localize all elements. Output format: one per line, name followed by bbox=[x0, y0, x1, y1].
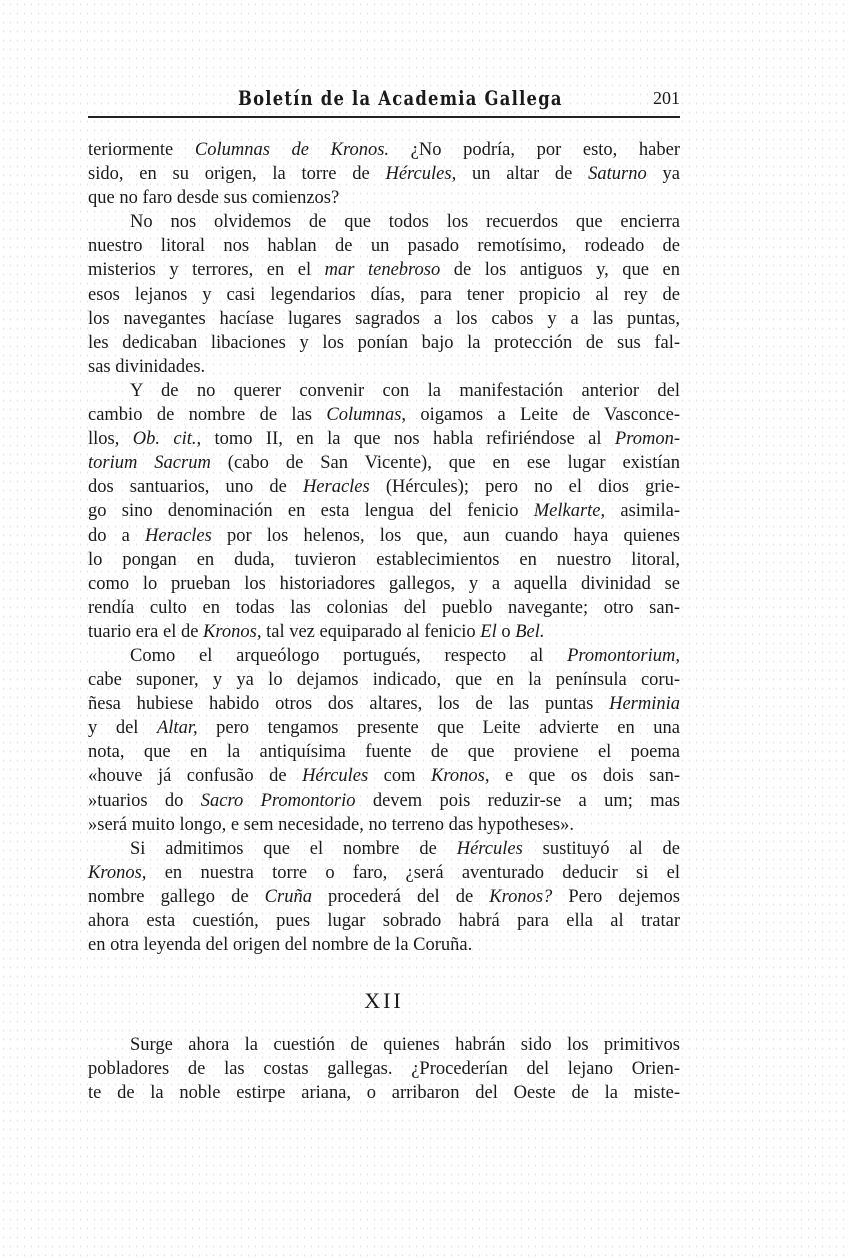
text-line bbox=[88, 186, 680, 210]
text-run: rendía culto en todas las colonias del pueblo navegante; otro san- bbox=[88, 597, 680, 618]
text-line bbox=[88, 1034, 680, 1058]
page-number: 201 bbox=[653, 88, 680, 108]
text-line bbox=[88, 403, 680, 427]
italic-text: Melkarte, bbox=[533, 501, 606, 522]
text-run: nuestro litoral nos hablan de un pasado remotísimo, rodeado de bbox=[88, 236, 680, 257]
text-line bbox=[88, 596, 680, 620]
italic-text: Kronos, bbox=[203, 621, 262, 642]
italic-text: Heracles bbox=[302, 477, 370, 498]
text-line bbox=[88, 644, 680, 668]
text-run: por los helenos, los que, aun cuando haya quienes bbox=[211, 525, 680, 546]
text-run: »será muito longo, e sem necesidade, no terreno das hypotheses». bbox=[88, 814, 575, 835]
text-line bbox=[88, 789, 680, 813]
text-run: pero tengamos presente que Leite advierte en una bbox=[197, 718, 680, 739]
text-run: dos santuarios, uno de bbox=[88, 477, 303, 498]
text-line bbox=[88, 427, 680, 451]
text-run: «houve já confusão de bbox=[88, 766, 303, 787]
text-line bbox=[88, 572, 680, 596]
italic-text: Bel. bbox=[515, 621, 545, 642]
text-line bbox=[88, 524, 680, 548]
text-run: Y de no querer convenir con la manifestación anterior del bbox=[130, 380, 680, 401]
italic-text: Herminia bbox=[609, 694, 680, 715]
text-run: sido, en su origen, la torre de bbox=[88, 164, 386, 185]
text-run: Como el arqueólogo portugués, respecto al bbox=[130, 645, 568, 666]
text-line bbox=[88, 499, 680, 523]
italic-text: Kronos? bbox=[489, 886, 553, 907]
text-line bbox=[88, 813, 680, 837]
text-line bbox=[88, 138, 680, 162]
text-run: (Hércules); pero no el dios grie- bbox=[369, 477, 680, 498]
text-run: los navegantes hacíase lugares sagrados a los cabos y a las puntas, bbox=[88, 308, 680, 329]
italic-text: Hércules bbox=[456, 838, 523, 859]
text-line bbox=[88, 764, 680, 788]
text-run: en nuestra torre o faro, ¿será aventurado deducir si el bbox=[146, 862, 680, 883]
text-line bbox=[88, 668, 680, 692]
text-run: ahora esta cuestión, pues lugar sobrado habrá para ella al tratar bbox=[88, 911, 680, 931]
section-heading: XII bbox=[364, 988, 404, 1013]
text-line bbox=[88, 210, 680, 234]
italic-text: torium Sacrum bbox=[88, 453, 211, 474]
text-run: de los antiguos y, que en bbox=[440, 260, 680, 281]
header-rule bbox=[88, 116, 680, 118]
text-run: llos, bbox=[88, 429, 133, 450]
text-line bbox=[88, 716, 680, 740]
text-run: teriormente bbox=[88, 140, 195, 160]
italic-text: Hércules bbox=[302, 766, 369, 787]
text-run: e que os dois san- bbox=[489, 766, 680, 787]
text-line bbox=[88, 885, 680, 909]
text-line bbox=[88, 548, 680, 572]
text-line bbox=[88, 379, 680, 403]
text-line bbox=[88, 740, 680, 764]
text-run: do a bbox=[88, 525, 146, 546]
text-run: te de la noble estirpe ariana, o arribaron del Oeste de la miste- bbox=[88, 1083, 680, 1104]
italic-text: Saturno bbox=[588, 164, 647, 185]
text-run: nombre gallego de bbox=[88, 886, 265, 907]
italic-text: Ob. cit., bbox=[132, 429, 202, 450]
text-run: »tuarios do bbox=[88, 790, 201, 811]
running-header bbox=[88, 86, 680, 116]
text-line bbox=[88, 331, 680, 355]
italic-text: Heracles bbox=[145, 525, 212, 546]
italic-text: Altar, bbox=[156, 718, 198, 739]
text-run: com bbox=[368, 766, 432, 787]
italic-text: Kronos, bbox=[88, 862, 147, 883]
text-run: sustituyó al de bbox=[522, 838, 681, 859]
italic-text: Promon- bbox=[614, 429, 680, 450]
text-run: Surge ahora la cuestión de quienes habrán sido los primitivos bbox=[130, 1035, 680, 1055]
italic-text: Columnas, bbox=[326, 405, 407, 426]
text-run: go sino denominación en esta lengua del fenicio bbox=[88, 501, 534, 522]
text-run: sas divinidades. bbox=[88, 356, 206, 377]
text-run: tomo II, en la que nos habla refiriéndose al bbox=[201, 429, 615, 450]
text-run: oigamos a Leite de Vasconce- bbox=[406, 405, 680, 426]
text-run: esos lejanos y casi legendarios días, para tener propicio al rey de bbox=[88, 284, 680, 305]
text-line bbox=[88, 909, 680, 933]
text-run: ¿No podría, por esto, haber bbox=[389, 140, 680, 160]
text-line bbox=[88, 283, 680, 307]
text-run: Pero dejemos bbox=[552, 886, 681, 907]
text-line bbox=[88, 692, 680, 716]
text-run: que no faro desde sus comienzos? bbox=[88, 188, 340, 209]
body-text-section-xii bbox=[88, 1034, 680, 1106]
text-run: como lo prueban los historiadores gallegos, y a aquella divinidad se bbox=[88, 573, 680, 594]
text-line bbox=[88, 933, 680, 957]
text-run: tal vez equiparado al fenicio bbox=[261, 621, 481, 642]
text-run: asimila- bbox=[605, 501, 680, 522]
text-run: cambio de nombre de las bbox=[88, 405, 327, 426]
italic-text: Sacro Promontorio bbox=[200, 790, 356, 811]
text-run: en otra leyenda del origen del nombre de la Coruña. bbox=[88, 935, 473, 956]
italic-text: Hércules, bbox=[385, 164, 457, 185]
text-run: nota, que en la antiquísima fuente de que proviene el poema bbox=[88, 742, 680, 763]
text-run: un altar de bbox=[456, 164, 589, 185]
text-line bbox=[88, 620, 680, 644]
body-text bbox=[88, 138, 680, 957]
text-run: les dedicaban libaciones y los ponían bajo la protección de sus fal- bbox=[88, 332, 680, 353]
italic-text: Promontorium, bbox=[567, 645, 680, 666]
text-run: ya bbox=[646, 164, 680, 185]
text-run: tuario era el de bbox=[88, 621, 204, 642]
text-line bbox=[88, 451, 680, 475]
text-line bbox=[88, 837, 680, 861]
text-line bbox=[88, 307, 680, 331]
text-run: pobladores de las costas gallegas. ¿Procederían del lejano Orien- bbox=[88, 1059, 680, 1080]
text-line bbox=[88, 475, 680, 499]
text-run: Si admitimos que el nombre de bbox=[130, 838, 457, 859]
journal-title: Boletín de la Academia Gallega bbox=[238, 86, 563, 110]
text-line bbox=[88, 355, 680, 379]
text-run: devem pois reduzir-se a um; mas bbox=[355, 790, 680, 811]
text-run: (cabo de San Vicente), que en ese lugar existían bbox=[210, 453, 680, 474]
text-run: o bbox=[496, 621, 516, 642]
text-line bbox=[88, 861, 680, 885]
text-run: No nos olvidemos de que todos los recuerdos que encierra bbox=[130, 212, 680, 233]
text-line bbox=[88, 258, 680, 282]
text-run: cabe suponer, y ya lo dejamos indicado, que en la península coru- bbox=[88, 670, 680, 691]
text-run: ñesa hubiese habido otros dos altares, los de las puntas bbox=[88, 694, 610, 715]
text-line bbox=[88, 1058, 680, 1082]
text-run: misterios y terrores, en el bbox=[88, 260, 325, 281]
italic-text: Cruña bbox=[264, 886, 312, 907]
italic-text: mar tenebroso bbox=[324, 260, 441, 281]
text-line bbox=[88, 1082, 680, 1106]
text-line bbox=[88, 162, 680, 186]
italic-text: Kronos, bbox=[431, 766, 490, 787]
text-run: procederá del de bbox=[311, 886, 490, 907]
text-run: lo pongan en duda, tuvieron establecimientos en nuestro litoral, bbox=[88, 549, 680, 570]
italic-text: El bbox=[480, 621, 497, 642]
text-run: y del bbox=[88, 718, 157, 739]
italic-text: Columnas de Kronos. bbox=[194, 140, 390, 160]
text-line bbox=[88, 234, 680, 258]
